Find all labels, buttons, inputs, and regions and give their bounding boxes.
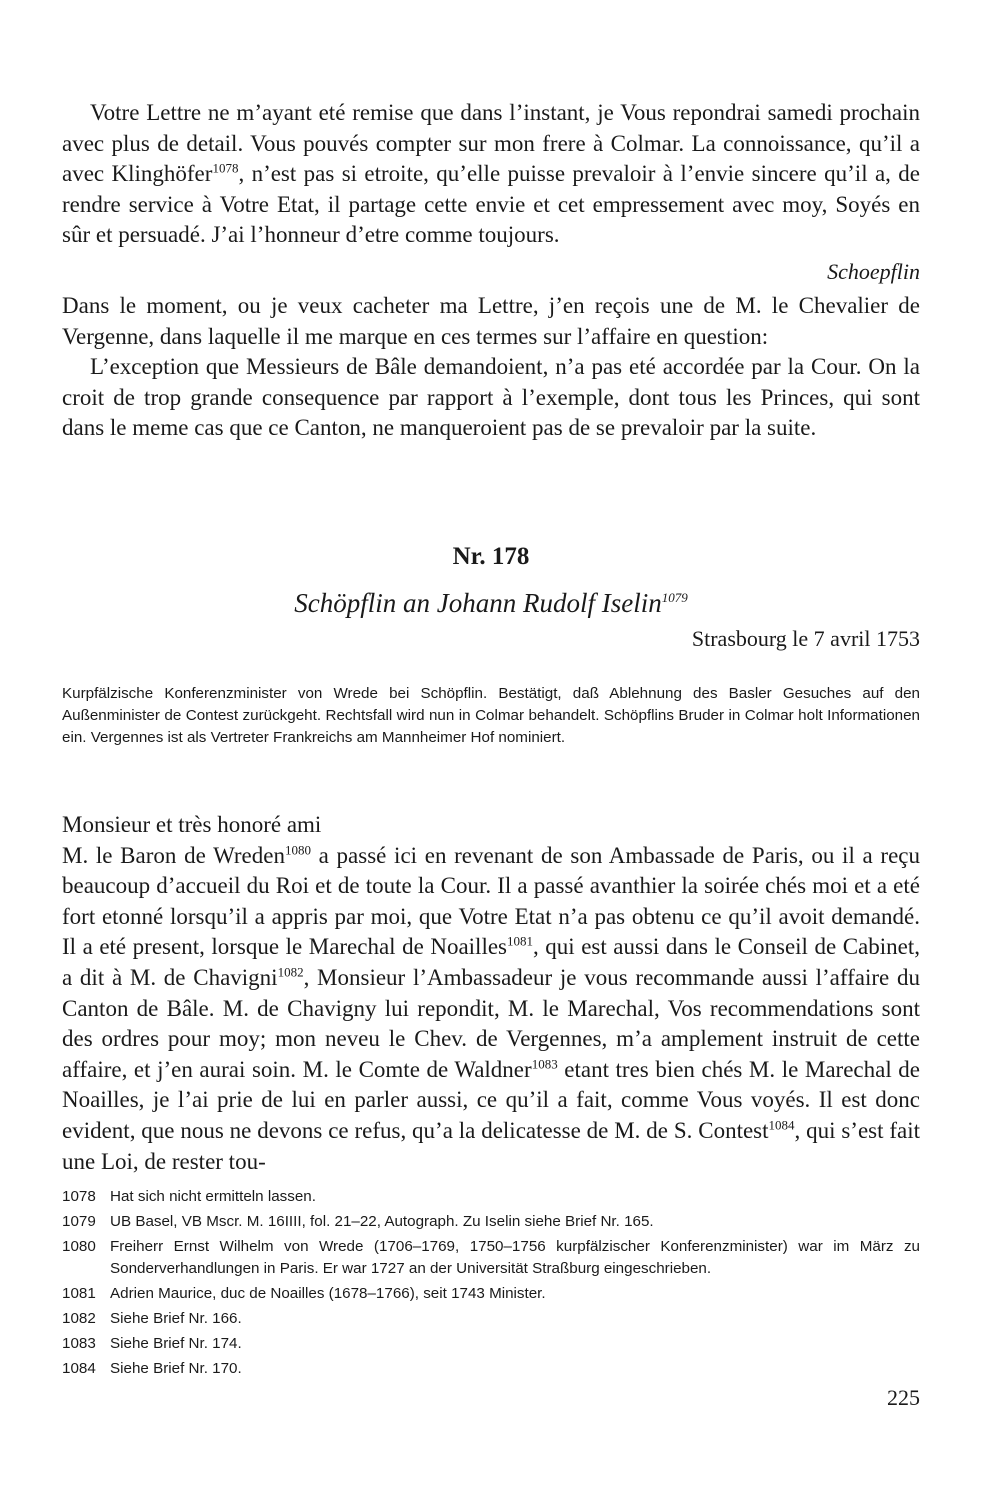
footnote-text: Hat sich nicht ermitteln lassen. xyxy=(110,1188,316,1205)
regest-text: Kurpfälzische Konferenzminister von Wrede bei Schöpflin. Bestätigt, daß Ablehnung des Basler Gesuches auf den Außenminister de Contest zurückgeht. Rechtsfall wird nun in Colmar behandelt. Schöpflins Bruder in Colmar holt Informationen ein. Vergennes ist als Vertreter Frankreichs am Mannheimer Hof nominiert. xyxy=(62,685,920,746)
letter-title xyxy=(62,586,920,620)
footnote xyxy=(62,1358,920,1380)
text-run: Votre Lettre ne m’ayant eté remise que dans l’instant, je Vous repondrai samedi prochain avec plus de detail. Vous pouvés compter sur mon frere à Colmar. La connoissance, qu’il a avec Klinghöfer xyxy=(62,100,920,187)
salutation: Monsieur et très honoré ami xyxy=(62,812,322,837)
text-run: M. le Baron de Wreden xyxy=(62,842,285,868)
text-run: a passé ici en revenant de son Ambassade de Paris, ou il a reçu beaucoup d’accueil du Roi et de toute la Cour. Il a passé avanthier la soirée chés moi et a eté fort etonné lorsqu’il a appris par moi, que Votre Etat n’a pas obtenu ce qu’il avoit demandé. Il a eté present, lorsque le Marechal de Noailles xyxy=(62,842,921,960)
footnote-number: 1080 xyxy=(62,1238,96,1255)
footnote-ref-1083: 1083 xyxy=(531,1056,558,1072)
footnote-text: Freiherr Ernst Wilhelm von Wrede (1706–1769, 1750–1756 kurpfälzischer Konferenzminister) war im März zu Sonderverhandlungen in Paris. Er war 1727 an der Universität Straßburg eingeschrieben. xyxy=(110,1238,920,1277)
footnote xyxy=(62,1186,920,1208)
footnote-ref-1081: 1081 xyxy=(507,933,533,949)
letter-date: Strasbourg le 7 avril 1753 xyxy=(691,626,920,651)
footnote xyxy=(62,1236,920,1280)
footnote-number: 1079 xyxy=(62,1213,96,1230)
body-paragraph xyxy=(62,841,920,1178)
page-number: 225 xyxy=(887,1385,920,1410)
letter-body xyxy=(62,810,920,1177)
footnotes xyxy=(62,1186,920,1383)
text-run: , qui est aussi dans le Conseil de Cabinet, a dit à M. de Chavigni xyxy=(62,934,920,990)
footnote-number: 1078 xyxy=(62,1188,96,1205)
footnote-ref-1084: 1084 xyxy=(768,1117,795,1133)
letter-number: Nr. 178 xyxy=(452,543,530,570)
footnote xyxy=(62,1308,920,1330)
footnote xyxy=(62,1283,920,1305)
footnote-text: Siehe Brief Nr. 166. xyxy=(110,1310,242,1327)
footnote xyxy=(62,1333,920,1355)
footnote-number: 1082 xyxy=(62,1310,96,1327)
regest xyxy=(62,683,920,749)
footnote xyxy=(62,1211,920,1233)
footnote-ref-1082: 1082 xyxy=(277,964,304,980)
footnote-text: Adrien Maurice, duc de Noailles (1678–1766), seit 1743 Minister. xyxy=(110,1285,546,1302)
letter-header xyxy=(62,542,920,654)
footnote-ref-1078: 1078 xyxy=(212,160,239,176)
footnote-number: 1084 xyxy=(62,1360,96,1377)
footnote-ref-1079: 1079 xyxy=(661,590,688,605)
letter-title-text: Schöpflin an Johann Rudolf Iselin xyxy=(294,588,662,618)
footnote-text: UB Basel, VB Mscr. M. 16IIII, fol. 21–22, Autograph. Zu Iselin siehe Brief Nr. 165. xyxy=(110,1213,654,1230)
footnote-number: 1081 xyxy=(62,1285,96,1302)
text-run: etant tres bien chés M. le Marechal de Noailles, je l’ai prie de lui en parler aussi, ce qu’il a fait, comme Vous voyés. Il est donc evident, que nous ne devons ce refus, qu’a la delicatesse de M. de S. Contest xyxy=(62,1056,921,1143)
footnote-number: 1083 xyxy=(62,1335,96,1352)
closing-paragraph xyxy=(62,98,920,251)
text-run: , qui s’est fait une Loi, de rester tou- xyxy=(62,1117,921,1174)
postscript-paragraph: Dans le moment, ou je veux cacheter ma Lettre, j’en reçois une de M. le Chevalier de Vergenne, dans laquelle il me marque en ces termes sur l’affaire en question: xyxy=(62,292,920,349)
footnote-text: Siehe Brief Nr. 174. xyxy=(110,1335,242,1352)
footnote-text: Siehe Brief Nr. 170. xyxy=(110,1360,242,1377)
footnote-ref-1080: 1080 xyxy=(284,841,311,857)
text-run: , Monsieur l’Ambassadeur je vous recommande aussi l’affaire du Canton de Bâle. M. de Chavigny lui repondit, M. le Marechal, Vos recommendations sont des ordres pour moy; mon neveu le Chev. de Vergennes, m’a amplement instruit de cette affaire, et j’en aurai soin. M. le Comte de Waldner xyxy=(62,964,920,1082)
quoted-paragraph: L’exception que Messieurs de Bâle demandoient, n’a pas eté accordée par la Cour. On la croit de trop grande consequence par rapport à l’exemple, dont tous les Princes, qui sont dans le meme cas que ce Canton, ne manqueroient pas de se prevaloir par la suite. xyxy=(62,354,920,441)
previous-letter-ending xyxy=(62,98,920,444)
signature: Schoepflin xyxy=(827,258,920,284)
text-run: , n’est pas si etroite, qu’elle puisse prevaloir à l’envie sincere qu’il a, de rendre service à Votre Etat, il partage cette envie et cet empressement avec moy, Soyés en sûr et persuadé. J’ai l’honneur d’etre comme toujours. xyxy=(62,161,921,248)
